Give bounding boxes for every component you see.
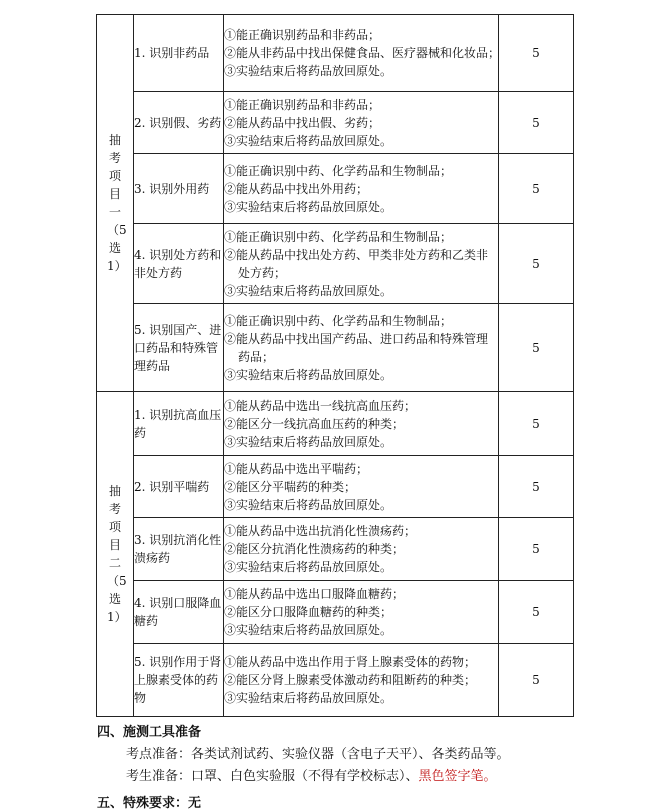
requirement-line: ③实验结束后将药品放回原处。 (224, 691, 393, 705)
group-label-char: 抽 (108, 133, 121, 147)
table-row (97, 581, 574, 644)
table-row (97, 456, 574, 518)
section-4-title: 四、施测工具准备 (97, 725, 202, 740)
requirement-line: ①能正确识别药品和非药品； (224, 97, 381, 112)
item-requirements (224, 456, 499, 518)
item-score: 5 (499, 224, 574, 304)
requirement-line: ②能区分肾上腺素受体激动药和阻断药的种类； (224, 673, 477, 687)
requirement-line: ②能从药品中找出处方药、甲类非处方药和乙类非 (224, 247, 489, 262)
exam-site-prep-line: 考点准备：各类试剂试药、实验仪器（含电子天平）、各类药品等。 (126, 747, 510, 762)
requirement-line: ③实验结束后将药品放回原处。 (224, 64, 393, 78)
item-requirements (224, 154, 499, 224)
item-requirements (224, 518, 499, 581)
assessment-table-body (97, 15, 574, 717)
item-score: 5 (499, 456, 574, 518)
group-label-char: 选 (108, 592, 121, 606)
requirement-line: ③实验结束后将药品放回原处。 (224, 133, 393, 148)
item-requirements (224, 92, 499, 154)
table-row (97, 644, 574, 717)
requirement-line: ①能从药品中选出口服降血糖药； (224, 587, 405, 601)
requirement-line: ③实验结束后将药品放回原处。 (224, 367, 393, 382)
group-label-char: 二 (108, 556, 121, 570)
group-label-cell (97, 15, 134, 392)
item-name: 4. 识别处方药和非处方药 (134, 224, 224, 304)
item-requirements (224, 15, 499, 92)
item-score: 5 (499, 644, 574, 717)
group-label-char: 1） (107, 610, 127, 624)
item-name: 3. 识别抗消化性溃疡药 (134, 518, 224, 581)
requirement-line: ①能正确识别中药、化学药品和生物制品； (224, 229, 453, 244)
table-row (97, 92, 574, 154)
group-label-char: 1） (107, 259, 127, 273)
requirement-line: ①能从药品中选出平喘药； (224, 461, 369, 476)
requirement-line: ②能从药品中找出外用药； (224, 181, 369, 196)
item-name: 1. 识别抗高血压药 (134, 392, 224, 456)
item-score: 5 (499, 392, 574, 456)
item-requirements (224, 304, 499, 392)
requirement-line: ③实验结束后将药品放回原处。 (224, 623, 393, 637)
requirement-line: ③实验结束后将药品放回原处。 (224, 199, 393, 214)
requirement-line: 药品； (238, 349, 275, 364)
requirement-line: ③实验结束后将药品放回原处。 (224, 283, 393, 298)
group-label-char: 选 (108, 241, 121, 255)
requirement-line: ②能区分抗消化性溃疡药的种类； (224, 542, 405, 556)
item-requirements (224, 224, 499, 304)
item-name: 5. 识别作用于肾上腺素受体的药物 (134, 644, 224, 717)
candidate-prep-line (126, 765, 497, 784)
table-row (97, 15, 574, 92)
group-label-char: 项 (108, 520, 121, 534)
requirement-line: ③实验结束后将药品放回原处。 (224, 434, 393, 449)
item-requirements (224, 392, 499, 456)
requirement-line: ③实验结束后将药品放回原处。 (224, 497, 393, 512)
requirement-line: ②能区分平喘药的种类； (224, 479, 357, 494)
item-score: 5 (499, 518, 574, 581)
requirement-line: ①能正确识别中药、化学药品和生物制品； (224, 313, 453, 328)
requirement-line: ②能从非药品中找出保健食品、医疗器械和化妆品； (224, 46, 501, 60)
item-requirements (224, 581, 499, 644)
group-label-char: 项 (108, 169, 121, 183)
item-requirements (224, 644, 499, 717)
table-row (97, 224, 574, 304)
group-label-char: 目 (108, 187, 121, 201)
black-pen-text: 黑色签字笔。 (418, 769, 497, 784)
requirement-line: ①能从药品中选出作用于肾上腺素受体的药物； (224, 655, 477, 669)
requirement-line: ②能从药品中找出假、劣药； (224, 115, 381, 130)
item-score: 5 (499, 92, 574, 154)
requirement-line: ②能从药品中找出国产药品、进口药品和特殊管理 (224, 331, 489, 346)
group-label-char: （5 (107, 574, 127, 588)
group-label-char: 考 (108, 502, 121, 516)
group-label (107, 131, 127, 275)
requirement-line: ①能从药品中选出抗消化性溃疡药； (224, 524, 417, 538)
group-label-char: （5 (107, 223, 127, 237)
candidate-prep-text: 考生准备：口罩、白色实验服（不得有学校标志）、 (126, 769, 419, 784)
requirement-line: ①能正确识别中药、化学药品和生物制品； (224, 163, 453, 178)
group-label-char: 一 (108, 205, 121, 219)
item-score: 5 (499, 304, 574, 392)
assessment-table (96, 14, 574, 717)
requirement-line: ①能从药品中选出一线抗高血压药； (224, 398, 417, 413)
group-label (107, 482, 127, 626)
item-name: 1. 识别非药品 (134, 15, 224, 92)
group-label-char: 抽 (108, 484, 121, 498)
item-score: 5 (499, 154, 574, 224)
table-row (97, 518, 574, 581)
item-name: 5. 识别国产、进口药品和特殊管理药品 (134, 304, 224, 392)
item-name: 4. 识别口服降血糖药 (134, 581, 224, 644)
table-row (97, 154, 574, 224)
requirement-line: ②能区分一线抗高血压药的种类； (224, 416, 405, 431)
requirement-line: ①能正确识别药品和非药品； (224, 28, 381, 42)
table-row (97, 304, 574, 392)
requirement-line: 处方药； (238, 265, 287, 280)
item-score: 5 (499, 15, 574, 92)
requirement-line: ②能区分口服降血糖药的种类； (224, 605, 393, 619)
table-row (97, 392, 574, 456)
item-score: 5 (499, 581, 574, 644)
section-5-title: 五、特殊要求：无 (97, 796, 202, 811)
group-label-char: 考 (108, 151, 121, 165)
requirement-line: ③实验结束后将药品放回原处。 (224, 560, 393, 574)
item-name: 2. 识别假、劣药 (134, 92, 224, 154)
item-name: 2. 识别平喘药 (134, 456, 224, 518)
group-label-char: 目 (108, 538, 121, 552)
item-name: 3. 识别外用药 (134, 154, 224, 224)
group-label-cell (97, 392, 134, 717)
